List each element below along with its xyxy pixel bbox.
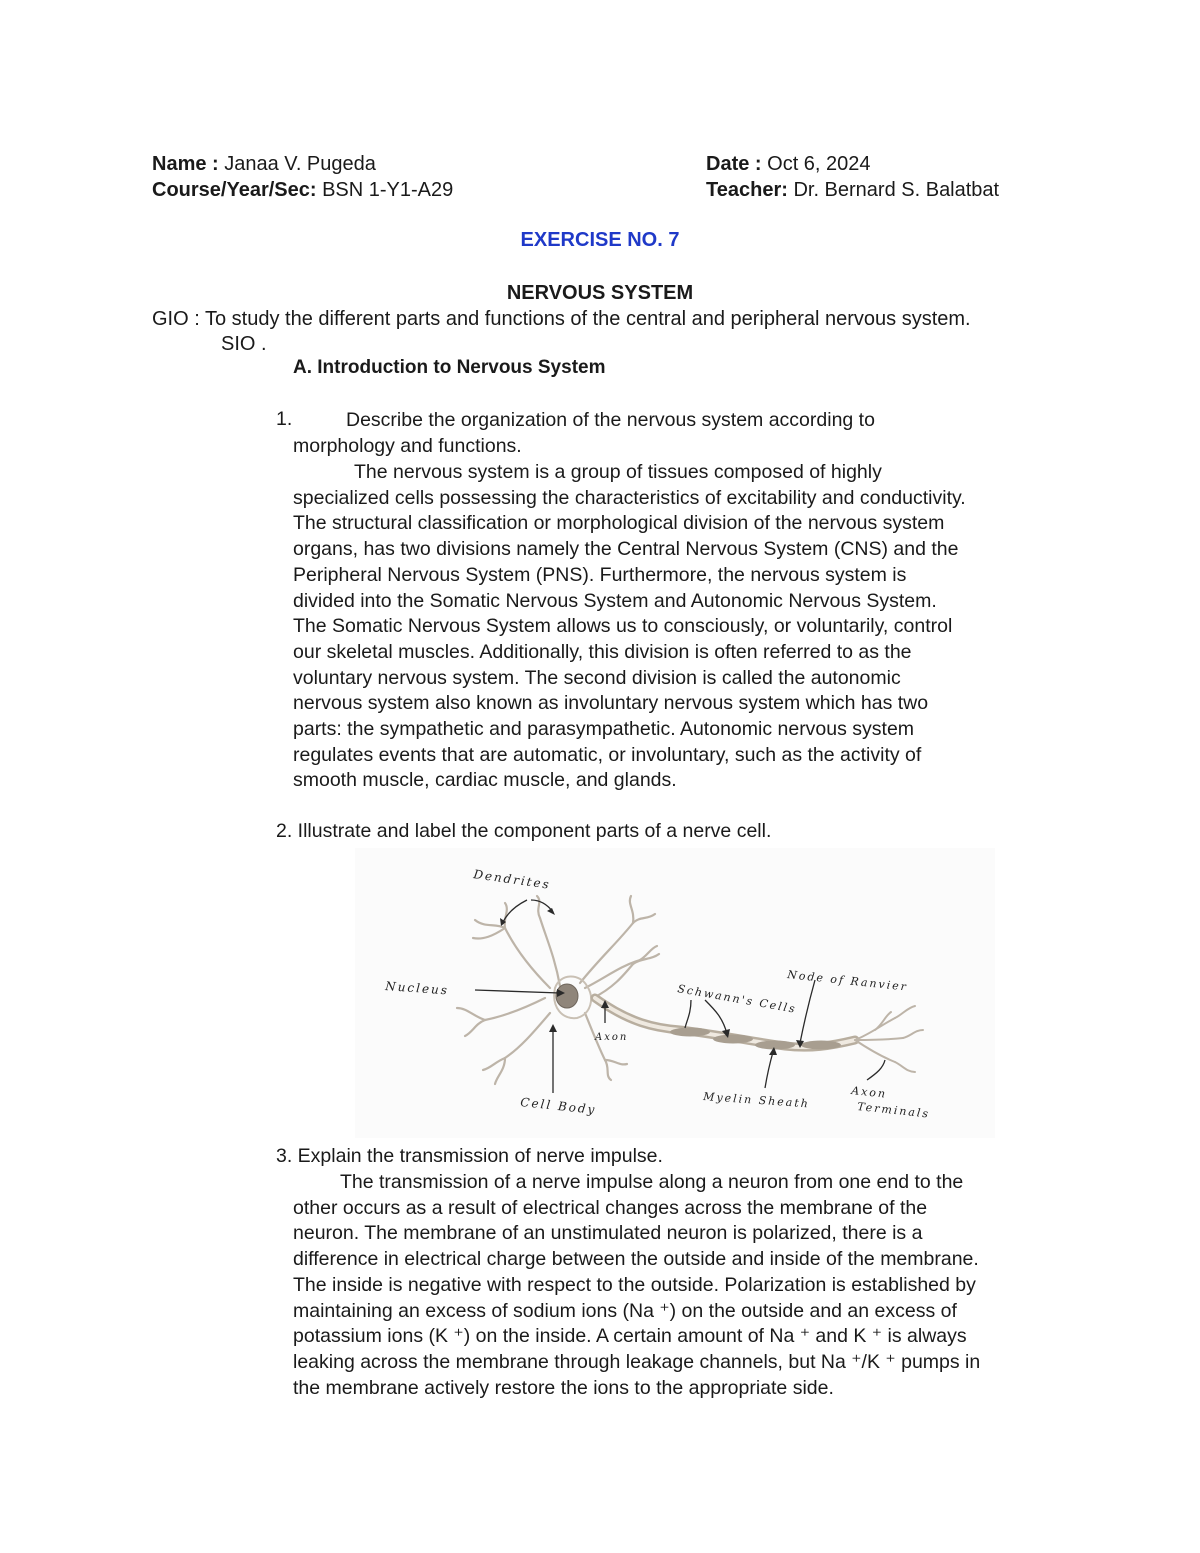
q1-answer-line: voluntary nervous system. The second division is called the autonomic	[293, 666, 901, 689]
label-schwann-cells: Schwann's Cells	[676, 982, 798, 1016]
q1-answer-line: divided into the Somatic Nervous System and Autonomic Nervous System.	[293, 589, 937, 612]
label-dendrites: Dendrites	[472, 867, 552, 892]
q3-answer	[293, 1170, 980, 1401]
q3-answer-line: The transmission of a nerve impulse along a neuron from one end to the	[340, 1171, 964, 1193]
q1-answer-line: organs, has two divisions namely the Central Nervous System (CNS) and the	[293, 538, 959, 561]
neuron-illustration	[355, 848, 995, 1138]
date-value: Oct 6, 2024	[761, 153, 871, 175]
sio-text: SIO .	[221, 333, 267, 355]
q3-answer-line: the membrane actively restore the ions to the appropriate side.	[293, 1376, 834, 1399]
q1-answer-line: nervous system also known as involuntary nervous system which has two	[293, 692, 929, 715]
label-axon-terminals-1: Axon	[850, 1084, 888, 1101]
q1-question-line-2: morphology and functions.	[293, 435, 522, 457]
q2-text: 2. Illustrate and label the component parts of a nerve cell.	[276, 820, 772, 842]
q1-answer-line: specialized cells possessing the characteristics of excitability and conductivity.	[293, 486, 966, 509]
section-a-heading: A. Introduction to Nervous System	[293, 357, 606, 378]
q3-answer-line: difference in electrical charge between the outside and inside of the membrane.	[293, 1248, 979, 1271]
q1-answer	[293, 460, 966, 794]
q1-answer-line: The structural classification or morphological division of the nervous system	[293, 512, 945, 535]
q3-answer-line: The inside is negative with respect to the outside. Polarization is established by	[293, 1273, 976, 1296]
q1-question-line-1: Describe the organization of the nervous system according to	[346, 409, 875, 431]
q3-answer-line: other occurs as a result of electrical changes across the membrane of the	[293, 1196, 928, 1219]
section-title: NERVOUS SYSTEM	[506, 282, 694, 304]
course-value: BSN 1-Y1-A29	[316, 179, 454, 201]
nucleus-shape	[556, 984, 578, 1008]
course-field	[152, 177, 453, 203]
q3-answer-line: leaking across the membrane through leakage channels, but Na ⁺/K ⁺ pumps in	[293, 1350, 981, 1373]
q1-answer-line: smooth muscle, cardiac muscle, and glands.	[293, 769, 677, 792]
neuron-diagram	[355, 848, 995, 1138]
q1-answer-line: Peripheral Nervous System (PNS). Furthermore, the nervous system is	[293, 563, 907, 586]
name-field	[152, 151, 376, 177]
label-nucleus: Nucleus	[384, 979, 450, 998]
q3-text: 3. Explain the transmission of nerve impulse.	[276, 1145, 663, 1167]
course-label: Course/Year/Sec:	[152, 179, 317, 201]
q1-answer-line: our skeletal muscles. Additionally, this division is often referred to as the	[293, 640, 912, 663]
q3-answer-line: neuron. The membrane of an unstimulated neuron is polarized, there is a	[293, 1222, 923, 1245]
q3-answer-line: maintaining an excess of sodium ions (Na ⁺) on the outside and an excess of	[293, 1299, 957, 1322]
q1-number: 1.	[276, 408, 293, 430]
name-label: Name :	[152, 153, 219, 175]
gio-text: GIO : To study the different parts and functions of the central and peripheral nervous system.	[152, 308, 971, 330]
teacher-field	[706, 177, 999, 203]
q1-answer-line: parts: the sympathetic and parasympathetic. Autonomic nervous system	[293, 718, 915, 741]
teacher-value: Dr. Bernard S. Balatbat	[787, 179, 1000, 201]
label-node-of-ranvier: Node of Ranvier	[786, 968, 909, 994]
name-value: Janaa V. Pugeda	[218, 153, 376, 175]
date-label: Date :	[706, 153, 762, 175]
date-field	[706, 151, 871, 177]
exercise-title: EXERCISE NO. 7	[520, 229, 680, 251]
q1-answer-line: The Somatic Nervous System allows us to consciously, or voluntarily, control	[293, 615, 953, 638]
label-axon-terminals-2: Terminals	[856, 1100, 931, 1121]
teacher-label: Teacher:	[706, 179, 788, 201]
q1-answer-line: regulates events that are automatic, or involuntary, such as the activity of	[293, 743, 922, 766]
label-cell-body: Cell Body	[519, 1095, 598, 1117]
q1-answer-line: The nervous system is a group of tissues composed of highly	[354, 461, 882, 483]
q3-answer-line: potassium ions (K ⁺) on the inside. A certain amount of Na ⁺ and K ⁺ is always	[293, 1325, 967, 1348]
label-myelin-sheath: Myelin Sheath	[702, 1090, 811, 1111]
label-axon: Axon	[595, 1032, 629, 1043]
